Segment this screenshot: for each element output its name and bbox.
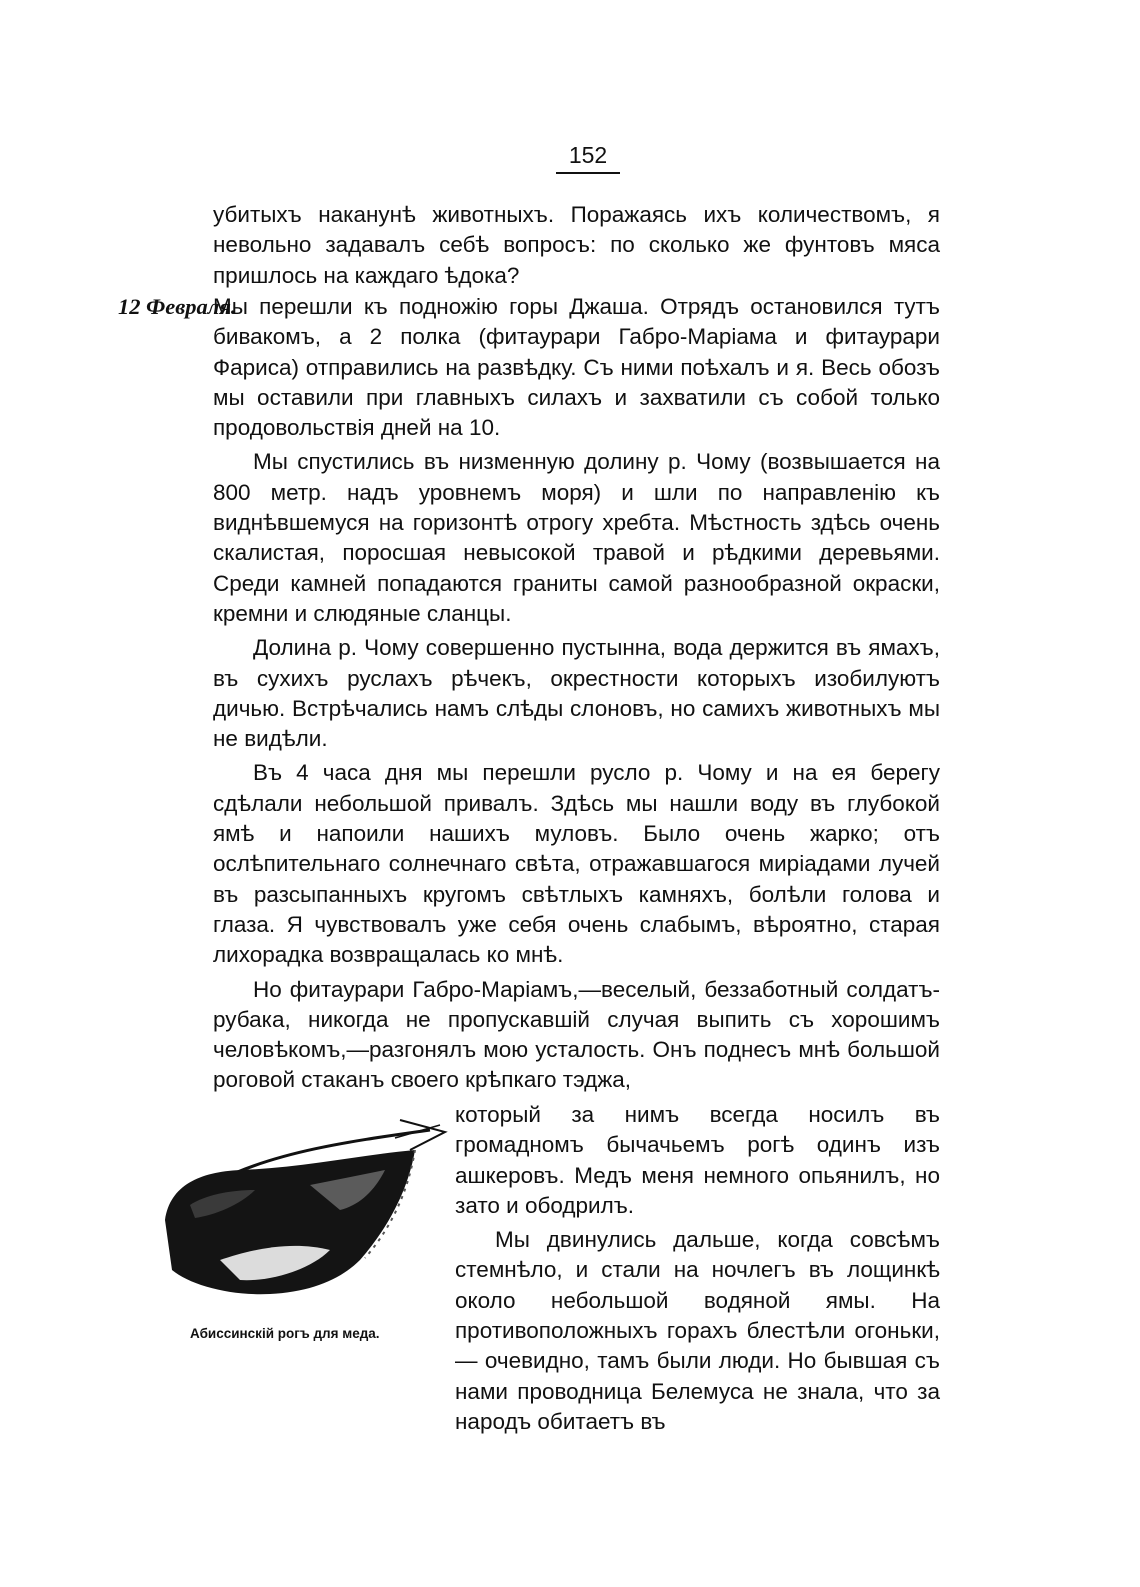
paragraph: Мы двинулись дальше, когда совсѣмъ стемнѣло, и стали на ночлегъ въ лощинкѣ около небольшой водяной ямы. На противоположныхъ горахъ блестѣли огоньки, — очевидно, тамъ были люди. Но бывшая съ нами проводница Белемуса не знала, что за народъ обитаетъ въ	[455, 1227, 940, 1434]
drinking-horn-illustration	[160, 1110, 450, 1310]
text-block-beside-figure	[455, 1100, 940, 1441]
paragraph: Мы спустились въ низменную долину р. Чому (возвышается на 800 метр. надъ уровнемъ моря) и шли по направленiю къ виднѣвшемуся на горизонтѣ отрогу хребта. Мѣстность здѣсь очень скалистая, поросшая невысокой травой и рѣдкими деревьями. Среди камней попадаются граниты самой разнообразной окраски, кремни и слюдяные сланцы.	[213, 449, 940, 626]
paragraph: Въ 4 часа дня мы перешли русло р. Чому и на ея берегу сдѣлали небольшой привалъ. Здѣсь мы нашли воду въ глубокой ямѣ и напоили нашихъ муловъ. Было очень жарко; отъ ослѣпительнаго солнечнаго свѣта, отражавшагося мирiадами лучей въ разсыпанныхъ кругомъ свѣтлыхъ камняхъ, болѣли голова и глаза. Я чувствовалъ уже себя очень слабымъ, вѣроятно, старая лихорадка возвращалась ко мнѣ.	[213, 760, 940, 968]
figure-caption: Абиссинскiй рогъ для меда.	[190, 1326, 380, 1341]
paragraph-dated: Мы перешли къ подножiю горы Джаша. Отрядъ остановился тутъ бивакомъ, а 2 полка (фитаурари Габро-Марiама и фитаурари Фариса) отправились на развѣдку. Съ ними поѣхалъ и я. Весь обозъ мы оставили при главныхъ силахъ и захватили съ собой только продовольствiя дней на 10.	[213, 294, 940, 441]
page-number: 152	[556, 140, 620, 174]
paragraph: Долина р. Чому совершенно пустынна, вода держится въ ямахъ, въ сухихъ руслахъ рѣчекъ, окрестности которыхъ изобилуютъ дичью. Встрѣчались намъ слѣды слоновъ, но самихъ животныхъ мы не видѣли.	[213, 635, 940, 752]
paragraph: Но фитаурари Габро-Марiамъ,—веселый, беззаботный солдатъ-рубака, никогда не пропускавшiй случая выпить съ хорошимъ человѣкомъ,—разгонялъ мою усталость. Онъ поднесъ мнѣ большой роговой стаканъ своего крѣпкаго тэджа,	[213, 976, 940, 1093]
paragraph: который за нимъ всегда носилъ въ громадномъ бычачьемъ рогѣ одинъ изъ ашкеровъ. Медъ меня немного опьянилъ, но зато и ободрилъ.	[455, 1102, 940, 1218]
paragraph: убитыхъ наканунѣ животныхъ. Поражаясь ихъ количествомъ, я невольно задавалъ себѣ вопросъ: по сколько же фунтовъ мяса пришлось на каждаго ѣдока?	[213, 202, 940, 288]
date-marginal-label: 12 Февраля.	[118, 294, 237, 319]
text-block-main	[213, 292, 940, 1100]
text-block-intro	[213, 200, 940, 295]
